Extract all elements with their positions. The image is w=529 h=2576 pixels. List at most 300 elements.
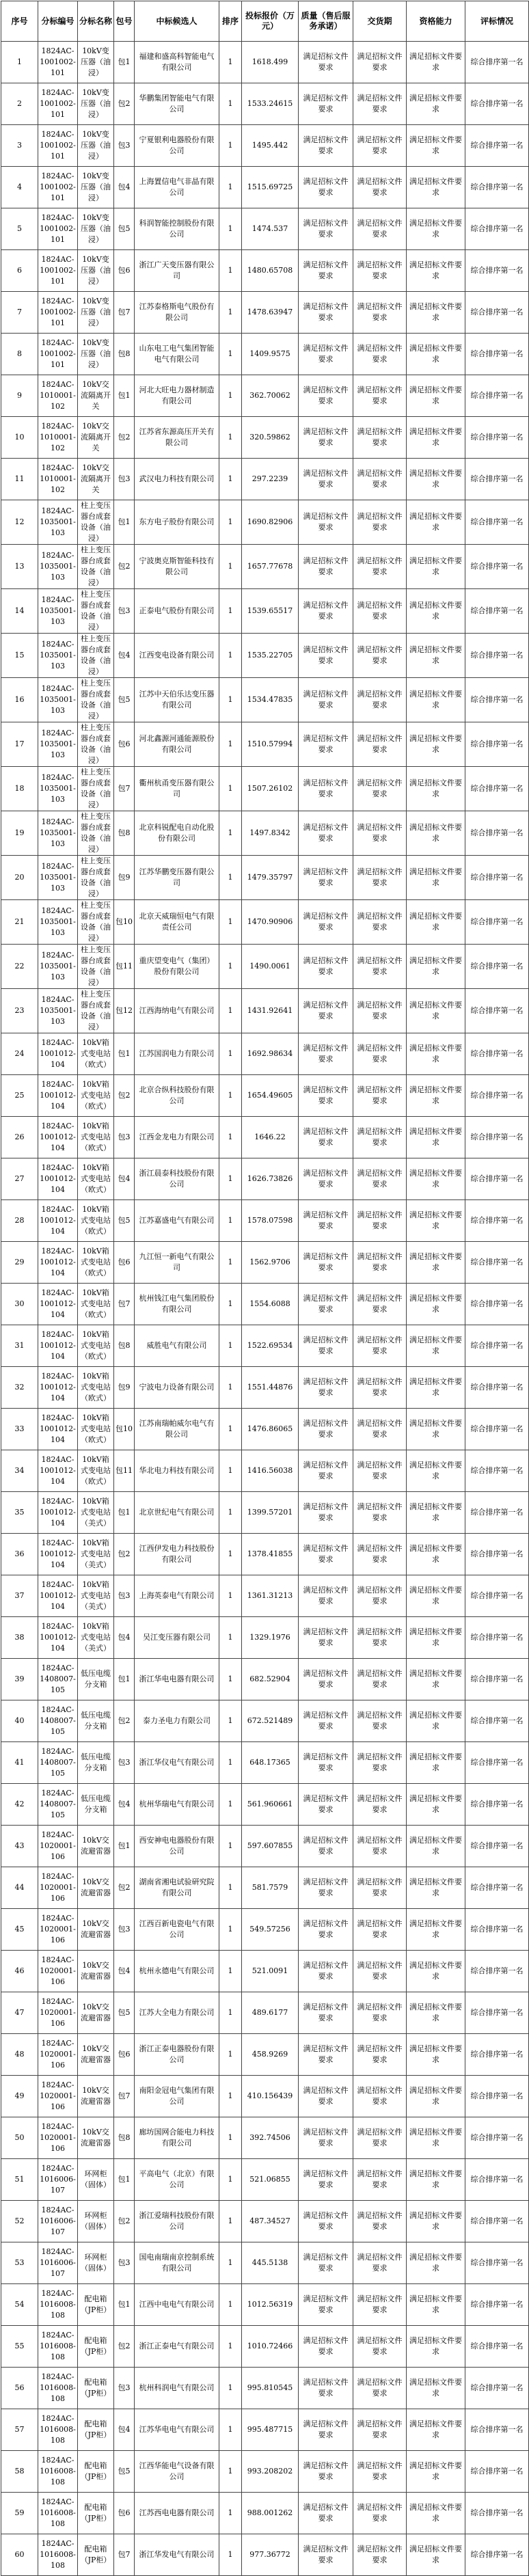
col-header-quality: 质量（售后服务承诺）	[299, 1, 353, 42]
rank-cell: 1	[219, 375, 242, 417]
candidate-name-cell: 江西金龙电力有限公司	[135, 1117, 219, 1158]
evaluation-cell: 综合排序第一名	[465, 2493, 529, 2534]
package-no-cell: 包1	[114, 2284, 135, 2326]
bid-price-cell: 521.0091	[242, 1951, 299, 1992]
candidate-name-cell: 吴江变压器有限公司	[135, 1617, 219, 1659]
row-index-cell: 57	[1, 2409, 38, 2451]
quality-cell: 满足招标文件要求	[299, 2534, 353, 2576]
bid-price-cell: 1510.57994	[242, 722, 299, 767]
row-index-cell: 40	[1, 1700, 38, 1742]
table-header	[1, 1, 529, 42]
lot-code-cell: 1824AC-1020001-106	[38, 2076, 78, 2117]
rank-cell: 1	[219, 2493, 242, 2534]
evaluation-cell: 综合排序第一名	[465, 2534, 529, 2576]
evaluation-cell: 综合排序第一名	[465, 1534, 529, 1575]
candidate-name-cell: 浙江华仪电气有限公司	[135, 1742, 219, 1784]
evaluation-cell: 综合排序第一名	[465, 2201, 529, 2242]
bid-price-cell: 995.810545	[242, 2368, 299, 2409]
bid-result-table	[1, 1, 529, 2576]
lot-code-cell: 1824AC-1001012-104	[38, 1200, 78, 1242]
delivery-cell: 满足招标文件要求	[353, 125, 407, 167]
table-row	[1, 1826, 529, 1867]
bid-price-cell: 1010.72466	[242, 2326, 299, 2368]
candidate-name-cell: 衢州杭甬变压器有限公司	[135, 767, 219, 811]
rank-cell: 1	[219, 1075, 242, 1117]
bid-price-cell: 1562.9706	[242, 1242, 299, 1284]
delivery-cell: 满足招标文件要求	[353, 1575, 407, 1617]
rank-cell: 1	[219, 900, 242, 945]
row-index-cell: 44	[1, 1867, 38, 1909]
lot-code-cell: 1824AC-1010001-102	[38, 459, 78, 500]
table-row	[1, 125, 529, 167]
package-no-cell: 包6	[114, 1242, 135, 1284]
lot-name-cell: 10kV交流隔离开关	[78, 459, 114, 500]
evaluation-cell: 综合排序第一名	[465, 1409, 529, 1450]
rank-cell: 1	[219, 1909, 242, 1951]
rank-cell: 1	[219, 1409, 242, 1450]
bid-price-cell: 672.521489	[242, 1700, 299, 1742]
rank-cell: 1	[219, 2534, 242, 2576]
quality-cell: 满足招标文件要求	[299, 1700, 353, 1742]
qualification-cell: 满足招标文件要求	[407, 1617, 465, 1659]
table-row	[1, 1575, 529, 1617]
delivery-cell: 满足招标文件要求	[353, 1826, 407, 1867]
lot-name-cell: 柱上变压器台成套设备（油浸）	[78, 945, 114, 989]
row-index-cell: 54	[1, 2284, 38, 2326]
evaluation-cell: 综合排序第一名	[465, 1617, 529, 1659]
quality-cell: 满足招标文件要求	[299, 1033, 353, 1075]
lot-name-cell: 柱上变压器台成套设备（油浸）	[78, 722, 114, 767]
table-row	[1, 1200, 529, 1242]
qualification-cell: 满足招标文件要求	[407, 1534, 465, 1575]
lot-code-cell: 1824AC-1035001-103	[38, 678, 78, 722]
row-index-cell: 11	[1, 459, 38, 500]
evaluation-cell: 综合排序第一名	[465, 1784, 529, 1826]
lot-code-cell: 1824AC-1001002-101	[38, 208, 78, 250]
package-no-cell: 包7	[114, 292, 135, 334]
rank-cell: 1	[219, 1367, 242, 1409]
qualification-cell: 满足招标文件要求	[407, 2326, 465, 2368]
table-row	[1, 500, 529, 545]
quality-cell: 满足招标文件要求	[299, 292, 353, 334]
candidate-name-cell: 河北大旺电力器材制造有限公司	[135, 375, 219, 417]
delivery-cell: 满足招标文件要求	[353, 589, 407, 634]
bid-price-cell: 1578.07598	[242, 1200, 299, 1242]
rank-cell: 1	[219, 167, 242, 208]
evaluation-cell: 综合排序第一名	[465, 1325, 529, 1367]
rank-cell: 1	[219, 2034, 242, 2076]
lot-code-cell: 1824AC-1010001-102	[38, 417, 78, 459]
qualification-cell: 满足招标文件要求	[407, 42, 465, 83]
lot-name-cell: 10kV交流隔离开关	[78, 417, 114, 459]
candidate-name-cell: 西安神电电器股份有限公司	[135, 1826, 219, 1867]
rank-cell: 1	[219, 1284, 242, 1325]
table-row	[1, 1867, 529, 1909]
bid-price-cell: 1478.63947	[242, 292, 299, 334]
lot-code-cell: 1824AC-1016006-107	[38, 2242, 78, 2284]
row-index-cell: 26	[1, 1117, 38, 1158]
table-row	[1, 2242, 529, 2284]
qualification-cell: 满足招标文件要求	[407, 1409, 465, 1450]
quality-cell: 满足招标文件要求	[299, 1075, 353, 1117]
quality-cell: 满足招标文件要求	[299, 722, 353, 767]
package-no-cell: 包2	[114, 1075, 135, 1117]
lot-name-cell: 配电箱（JP柜）	[78, 2534, 114, 2576]
table-row	[1, 1992, 529, 2034]
table-body	[1, 42, 529, 2576]
quality-cell: 满足招标文件要求	[299, 1450, 353, 1492]
table-row	[1, 722, 529, 767]
rank-cell: 1	[219, 83, 242, 125]
quality-cell: 满足招标文件要求	[299, 2034, 353, 2076]
bid-price-cell: 977.36772	[242, 2534, 299, 2576]
table-row	[1, 208, 529, 250]
qualification-cell: 满足招标文件要求	[407, 1575, 465, 1617]
quality-cell: 满足招标文件要求	[299, 42, 353, 83]
quality-cell: 满足招标文件要求	[299, 2242, 353, 2284]
bid-price-cell: 489.6177	[242, 1992, 299, 2034]
lot-name-cell: 柱上变压器台成套设备（油浸）	[78, 500, 114, 545]
bid-price-cell: 995.487715	[242, 2409, 299, 2451]
rank-cell: 1	[219, 334, 242, 375]
delivery-cell: 满足招标文件要求	[353, 208, 407, 250]
row-index-cell: 25	[1, 1075, 38, 1117]
package-no-cell: 包5	[114, 208, 135, 250]
lot-name-cell: 柱上变压器台成套设备（油浸）	[78, 545, 114, 589]
lot-name-cell: 柱上变压器台成套设备（油浸）	[78, 634, 114, 678]
rank-cell: 1	[219, 1492, 242, 1534]
rank-cell: 1	[219, 1450, 242, 1492]
qualification-cell: 满足招标文件要求	[407, 2284, 465, 2326]
lot-code-cell: 1824AC-1035001-103	[38, 989, 78, 1033]
row-index-cell: 10	[1, 417, 38, 459]
candidate-name-cell: 重庆望变电气（集团）股份有限公司	[135, 945, 219, 989]
lot-code-cell: 1824AC-1035001-103	[38, 767, 78, 811]
candidate-name-cell: 浙江正泰电气有限公司	[135, 2326, 219, 2368]
row-index-cell: 22	[1, 945, 38, 989]
table-row	[1, 1909, 529, 1951]
bid-price-cell: 1618.499	[242, 42, 299, 83]
lot-code-cell: 1824AC-1001012-104	[38, 1534, 78, 1575]
lot-name-cell: 10kV交流避雷器	[78, 2034, 114, 2076]
col-header-delivery: 交货期	[353, 1, 407, 42]
package-no-cell: 包5	[114, 2451, 135, 2493]
package-no-cell: 包2	[114, 83, 135, 125]
lot-name-cell: 环网柜（固体）	[78, 2201, 114, 2242]
lot-code-cell: 1824AC-1035001-103	[38, 634, 78, 678]
bid-price-cell: 1654.49605	[242, 1075, 299, 1117]
delivery-cell: 满足招标文件要求	[353, 1409, 407, 1450]
row-index-cell: 34	[1, 1450, 38, 1492]
evaluation-cell: 综合排序第一名	[465, 2409, 529, 2451]
table-row	[1, 1492, 529, 1534]
table-row	[1, 678, 529, 722]
rank-cell: 1	[219, 1534, 242, 1575]
bid-price-cell: 993.208202	[242, 2451, 299, 2493]
bid-price-cell: 648.17365	[242, 1742, 299, 1784]
candidate-name-cell: 浙江晨泰科技股份有限公司	[135, 1158, 219, 1200]
table-row	[1, 2076, 529, 2117]
qualification-cell: 满足招标文件要求	[407, 1867, 465, 1909]
qualification-cell: 满足招标文件要求	[407, 2076, 465, 2117]
rank-cell: 1	[219, 2284, 242, 2326]
rank-cell: 1	[219, 208, 242, 250]
bid-price-cell: 1551.44876	[242, 1367, 299, 1409]
package-no-cell: 包2	[114, 2201, 135, 2242]
package-no-cell: 包6	[114, 250, 135, 292]
lot-code-cell: 1824AC-1408007-105	[38, 1742, 78, 1784]
bid-price-cell: 1657.77678	[242, 545, 299, 589]
evaluation-cell: 综合排序第一名	[465, 589, 529, 634]
rank-cell: 1	[219, 678, 242, 722]
qualification-cell: 满足招标文件要求	[407, 2409, 465, 2451]
delivery-cell: 满足招标文件要求	[353, 2493, 407, 2534]
table-row	[1, 292, 529, 334]
evaluation-cell: 综合排序第一名	[465, 83, 529, 125]
package-no-cell: 包1	[114, 1659, 135, 1700]
quality-cell: 满足招标文件要求	[299, 2368, 353, 2409]
rank-cell: 1	[219, 634, 242, 678]
candidate-name-cell: 宁波电力设备有限公司	[135, 1367, 219, 1409]
package-no-cell: 包7	[114, 2534, 135, 2576]
lot-code-cell: 1824AC-1020001-106	[38, 1909, 78, 1951]
lot-code-cell: 1824AC-1020001-106	[38, 1951, 78, 1992]
delivery-cell: 满足招标文件要求	[353, 1117, 407, 1158]
bid-price-cell: 988.001262	[242, 2493, 299, 2534]
lot-name-cell: 10kV变压器（油浸）	[78, 167, 114, 208]
bid-price-cell: 1507.26102	[242, 767, 299, 811]
row-index-cell: 7	[1, 292, 38, 334]
delivery-cell: 满足招标文件要求	[353, 2451, 407, 2493]
bid-price-cell: 1522.69534	[242, 1325, 299, 1367]
row-index-cell: 58	[1, 2451, 38, 2493]
lot-name-cell: 配电箱（JP柜）	[78, 2451, 114, 2493]
evaluation-cell: 综合排序第一名	[465, 500, 529, 545]
evaluation-cell: 综合排序第一名	[465, 1659, 529, 1700]
delivery-cell: 满足招标文件要求	[353, 2242, 407, 2284]
quality-cell: 满足招标文件要求	[299, 1784, 353, 1826]
table-row	[1, 1367, 529, 1409]
package-no-cell: 包4	[114, 1951, 135, 1992]
lot-name-cell: 10kV箱式变电站（美式）	[78, 1492, 114, 1534]
table-row	[1, 459, 529, 500]
quality-cell: 满足招标文件要求	[299, 1992, 353, 2034]
table-row	[1, 900, 529, 945]
quality-cell: 满足招标文件要求	[299, 125, 353, 167]
rank-cell: 1	[219, 2368, 242, 2409]
rank-cell: 1	[219, 856, 242, 900]
row-index-cell: 55	[1, 2326, 38, 2368]
lot-name-cell: 柱上变压器台成套设备（油浸）	[78, 678, 114, 722]
row-index-cell: 14	[1, 589, 38, 634]
candidate-name-cell: 平高电气（北京）有限公司	[135, 2159, 219, 2201]
lot-name-cell: 10kV交流避雷器	[78, 1867, 114, 1909]
rank-cell: 1	[219, 1700, 242, 1742]
candidate-name-cell: 江西伊发电力科技股份有限公司	[135, 1534, 219, 1575]
evaluation-cell: 综合排序第一名	[465, 42, 529, 83]
qualification-cell: 满足招标文件要求	[407, 375, 465, 417]
row-index-cell: 27	[1, 1158, 38, 1200]
row-index-cell: 4	[1, 167, 38, 208]
package-no-cell: 包10	[114, 1409, 135, 1450]
evaluation-cell: 综合排序第一名	[465, 1158, 529, 1200]
bid-price-cell: 1539.65517	[242, 589, 299, 634]
bid-price-cell: 1497.8342	[242, 811, 299, 856]
bid-price-cell: 1416.56038	[242, 1450, 299, 1492]
row-index-cell: 48	[1, 2034, 38, 2076]
qualification-cell: 满足招标文件要求	[407, 1742, 465, 1784]
row-index-cell: 38	[1, 1617, 38, 1659]
rank-cell: 1	[219, 2409, 242, 2451]
rank-cell: 1	[219, 1117, 242, 1158]
rank-cell: 1	[219, 1575, 242, 1617]
rank-cell: 1	[219, 500, 242, 545]
lot-code-cell: 1824AC-1035001-103	[38, 589, 78, 634]
quality-cell: 满足招标文件要求	[299, 1742, 353, 1784]
candidate-name-cell: 江苏西电电器有限公司	[135, 2493, 219, 2534]
qualification-cell: 满足招标文件要求	[407, 292, 465, 334]
package-no-cell: 包11	[114, 945, 135, 989]
lot-name-cell: 10kV箱式变电站（欧式）	[78, 1367, 114, 1409]
package-no-cell: 包6	[114, 722, 135, 767]
row-index-cell: 56	[1, 2368, 38, 2409]
evaluation-cell: 综合排序第一名	[465, 292, 529, 334]
qualification-cell: 满足招标文件要求	[407, 167, 465, 208]
row-index-cell: 28	[1, 1200, 38, 1242]
package-no-cell: 包2	[114, 545, 135, 589]
evaluation-cell: 综合排序第一名	[465, 1700, 529, 1742]
lot-code-cell: 1824AC-1001002-101	[38, 125, 78, 167]
quality-cell: 满足招标文件要求	[299, 767, 353, 811]
bid-price-cell: 1012.56319	[242, 2284, 299, 2326]
candidate-name-cell: 江苏华电电气有限公司	[135, 2409, 219, 2451]
delivery-cell: 满足招标文件要求	[353, 722, 407, 767]
evaluation-cell: 综合排序第一名	[465, 1075, 529, 1117]
evaluation-cell: 综合排序第一名	[465, 334, 529, 375]
rank-cell: 1	[219, 1325, 242, 1367]
table-row	[1, 42, 529, 83]
bid-price-cell: 1378.41855	[242, 1534, 299, 1575]
row-index-cell: 1	[1, 42, 38, 83]
bid-price-cell: 1626.73826	[242, 1158, 299, 1200]
lot-code-cell: 1824AC-1020001-106	[38, 1992, 78, 2034]
quality-cell: 满足招标文件要求	[299, 2326, 353, 2368]
qualification-cell: 满足招标文件要求	[407, 2034, 465, 2076]
evaluation-cell: 综合排序第一名	[465, 945, 529, 989]
package-no-cell: 包3	[114, 1117, 135, 1158]
col-header-qualification: 资格能力	[407, 1, 465, 42]
row-index-cell: 41	[1, 1742, 38, 1784]
qualification-cell: 满足招标文件要求	[407, 334, 465, 375]
lot-name-cell: 柱上变压器台成套设备（油浸）	[78, 767, 114, 811]
rank-cell: 1	[219, 1826, 242, 1867]
quality-cell: 满足招标文件要求	[299, 989, 353, 1033]
rank-cell: 1	[219, 2159, 242, 2201]
delivery-cell: 满足招标文件要求	[353, 1033, 407, 1075]
qualification-cell: 满足招标文件要求	[407, 1992, 465, 2034]
package-no-cell: 包3	[114, 589, 135, 634]
bid-price-cell: 392.74506	[242, 2117, 299, 2159]
quality-cell: 满足招标文件要求	[299, 2284, 353, 2326]
evaluation-cell: 综合排序第一名	[465, 1200, 529, 1242]
delivery-cell: 满足招标文件要求	[353, 1325, 407, 1367]
delivery-cell: 满足招标文件要求	[353, 2284, 407, 2326]
rank-cell: 1	[219, 459, 242, 500]
quality-cell: 满足招标文件要求	[299, 1575, 353, 1617]
lot-name-cell: 10kV交流避雷器	[78, 1909, 114, 1951]
qualification-cell: 满足招标文件要求	[407, 545, 465, 589]
table-row	[1, 2534, 529, 2576]
quality-cell: 满足招标文件要求	[299, 1534, 353, 1575]
qualification-cell: 满足招标文件要求	[407, 1826, 465, 1867]
quality-cell: 满足招标文件要求	[299, 334, 353, 375]
row-index-cell: 29	[1, 1242, 38, 1284]
lot-name-cell: 低压电缆分支箱	[78, 1700, 114, 1742]
lot-name-cell: 10kV箱式变电站（欧式）	[78, 1033, 114, 1075]
delivery-cell: 满足招标文件要求	[353, 2159, 407, 2201]
row-index-cell: 36	[1, 1534, 38, 1575]
row-index-cell: 24	[1, 1033, 38, 1075]
col-header-evaluation: 评标情况	[465, 1, 529, 42]
bid-price-cell: 1534.47835	[242, 678, 299, 722]
evaluation-cell: 综合排序第一名	[465, 989, 529, 1033]
bid-price-cell: 682.52904	[242, 1659, 299, 1700]
qualification-cell: 满足招标文件要求	[407, 1033, 465, 1075]
candidate-name-cell: 浙江爱瑞科技股份有限公司	[135, 2201, 219, 2242]
bid-price-cell: 297.2239	[242, 459, 299, 500]
package-no-cell: 包1	[114, 1033, 135, 1075]
header-row	[1, 1, 529, 42]
delivery-cell: 满足招标文件要求	[353, 334, 407, 375]
delivery-cell: 满足招标文件要求	[353, 1617, 407, 1659]
rank-cell: 1	[219, 2242, 242, 2284]
row-index-cell: 49	[1, 2076, 38, 2117]
candidate-name-cell: 江苏中天伯乐达变压器有限公司	[135, 678, 219, 722]
rank-cell: 1	[219, 2076, 242, 2117]
evaluation-cell: 综合排序第一名	[465, 459, 529, 500]
evaluation-cell: 综合排序第一名	[465, 2117, 529, 2159]
col-header-lot-name: 分标名称	[78, 1, 114, 42]
row-index-cell: 52	[1, 2201, 38, 2242]
quality-cell: 满足招标文件要求	[299, 1617, 353, 1659]
package-no-cell: 包4	[114, 167, 135, 208]
table-row	[1, 2409, 529, 2451]
candidate-name-cell: 上海置信电气非晶有限公司	[135, 167, 219, 208]
evaluation-cell: 综合排序第一名	[465, 1867, 529, 1909]
quality-cell: 满足招标文件要求	[299, 417, 353, 459]
bid-price-cell: 1480.65708	[242, 250, 299, 292]
lot-code-cell: 1824AC-1020001-106	[38, 2034, 78, 2076]
evaluation-cell: 综合排序第一名	[465, 1284, 529, 1325]
candidate-name-cell: 武汉电力科技有限公司	[135, 459, 219, 500]
table-row	[1, 2034, 529, 2076]
lot-name-cell: 配电箱（JP柜）	[78, 2284, 114, 2326]
candidate-name-cell: 泰力圣电力有限公司	[135, 1700, 219, 1742]
lot-name-cell: 10kV变压器（油浸）	[78, 334, 114, 375]
candidate-name-cell: 江西中电电气有限公司	[135, 2284, 219, 2326]
candidate-name-cell: 北京世纪电气有限公司	[135, 1492, 219, 1534]
qualification-cell: 满足招标文件要求	[407, 989, 465, 1033]
evaluation-cell: 综合排序第一名	[465, 125, 529, 167]
lot-name-cell: 低压电缆分支箱	[78, 1784, 114, 1826]
lot-name-cell: 柱上变压器台成套设备（油浸）	[78, 856, 114, 900]
delivery-cell: 满足招标文件要求	[353, 945, 407, 989]
delivery-cell: 满足招标文件要求	[353, 375, 407, 417]
package-no-cell: 包10	[114, 900, 135, 945]
qualification-cell: 满足招标文件要求	[407, 811, 465, 856]
package-no-cell: 包1	[114, 1826, 135, 1867]
delivery-cell: 满足招标文件要求	[353, 1284, 407, 1325]
